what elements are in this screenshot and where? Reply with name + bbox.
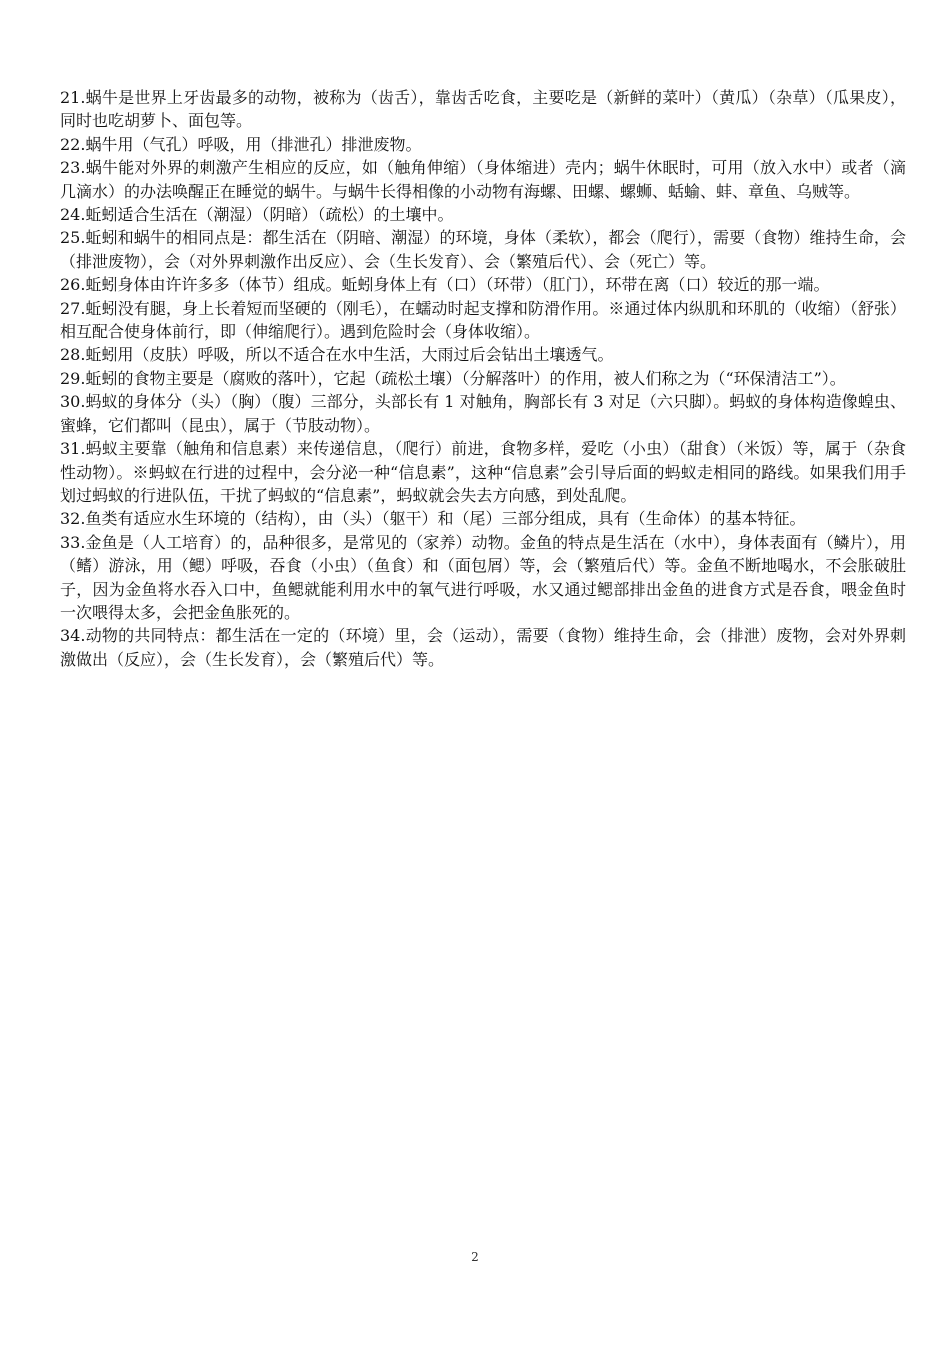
paragraph-32: 32.鱼类有适应水生环境的（结构），由（头）（躯干）和（尾）三部分组成，具有（生命体）的基本特征。 <box>60 509 806 529</box>
paragraph-21: 21.蜗牛是世界上牙齿最多的动物，被称为（齿舌），靠齿舌吃食，主要吃是（新鲜的菜叶）（黄瓜）（杂草）（瓜果皮），同时也吃胡萝卜、面包等。 <box>60 88 906 131</box>
paragraph-24: 24.蚯蚓适合生活在（潮湿）（阴暗）（疏松）的土壤中。 <box>60 205 454 225</box>
paragraph-22: 22.蜗牛用（气孔）呼吸，用（排泄孔）排泄废物。 <box>60 134 422 154</box>
paragraph-23: 23.蜗牛能对外界的刺激产生相应的反应，如（触角伸缩）（身体缩进）壳内；蜗牛休眠时，可用（放入水中）或者（滴几滴水）的办法唤醒正在睡觉的蜗牛。与蜗牛长得相像的小动物有海螺、田螺、螺蛳、蛞蝓、蚌、章鱼、乌贼等。 <box>60 158 906 201</box>
paragraph-28: 28.蚯蚓用（皮肤）呼吸，所以不适合在水中生活，大雨过后会钻出土壤透气。 <box>60 345 614 365</box>
paragraph-27: 27.蚯蚓没有腿，身上长着短而坚硬的（刚毛），在蠕动时起支撑和防滑作用。※通过体内纵肌和环肌的（收缩）（舒张）相互配合使身体前行，即（伸缩爬行）。遇到危险时会（身体收缩）。 <box>60 298 906 342</box>
paragraph-33: 33.金鱼是（人工培育）的，品种很多，是常见的（家养）动物。金鱼的特点是生活在（水中），身体表面有（鳞片），用（鳍）游泳，用（鳃）呼吸，吞食（小虫）（鱼食）和（面包屑）等，会（繁殖后代）等。金鱼不断地喝水，不会胀破肚子，因为金鱼将水吞入口中，鱼鳃就能利用水中的氧气进行呼吸，水又通过鳃部排出金鱼的进食方式是吞食，喂金鱼时一次喂得太多，会把金鱼胀死的。 <box>60 532 906 622</box>
paragraph-26: 26.蚯蚓身体由许许多多（体节）组成。蚯蚓身体上有（口）（环带）（肛门），环带在离（口）较近的那一端。 <box>60 275 830 295</box>
paragraph-34: 34.动物的共同特点：都生活在一定的（环境）里，会（运动），需要（食物）维持生命，会（排泄）废物，会对外界刺激做出（反应），会（生长发育），会（繁殖后代）等。 <box>60 626 906 669</box>
paragraph-30: 30.蚂蚁的身体分（头）（胸）（腹）三部分，头部长有 1 对触角，胸部长有 3 对足（六只脚）。蚂蚁的身体构造像蝗虫、蜜蜂，它们都叫（昆虫），属于（节肢动物）。 <box>60 392 906 435</box>
paragraph-29: 29.蚯蚓的食物主要是（腐败的落叶），它起（疏松土壤）（分解落叶）的作用，被人们称之为（“环保清洁工”）。 <box>60 368 846 388</box>
paragraph-25: 25.蚯蚓和蜗牛的相同点是：都生活在（阴暗、潮湿）的环境，身体（柔软），都会（爬行），需要（食物）维持生命，会（排泄废物），会（对外界刺激作出反应）、会（生长发育）、会（繁殖后代）、会（死亡）等。 <box>60 228 906 271</box>
paragraph-31: 31.蚂蚁主要靠（触角和信息素）来传递信息，（爬行）前进，食物多样，爱吃（小虫）（甜食）（米饭）等，属于（杂食性动物）。※蚂蚁在行进的过程中，会分泌一种“信息素”，这种“信息素”会引导后面的蚂蚁走相同的路线。如果我们用手划过蚂蚁的行进队伍，干扰了蚂蚁的“信息素”，蚂蚁就会失去方向感，到处乱爬。 <box>60 439 906 505</box>
document-body <box>60 86 906 671</box>
page-number: 2 <box>471 1250 479 1264</box>
